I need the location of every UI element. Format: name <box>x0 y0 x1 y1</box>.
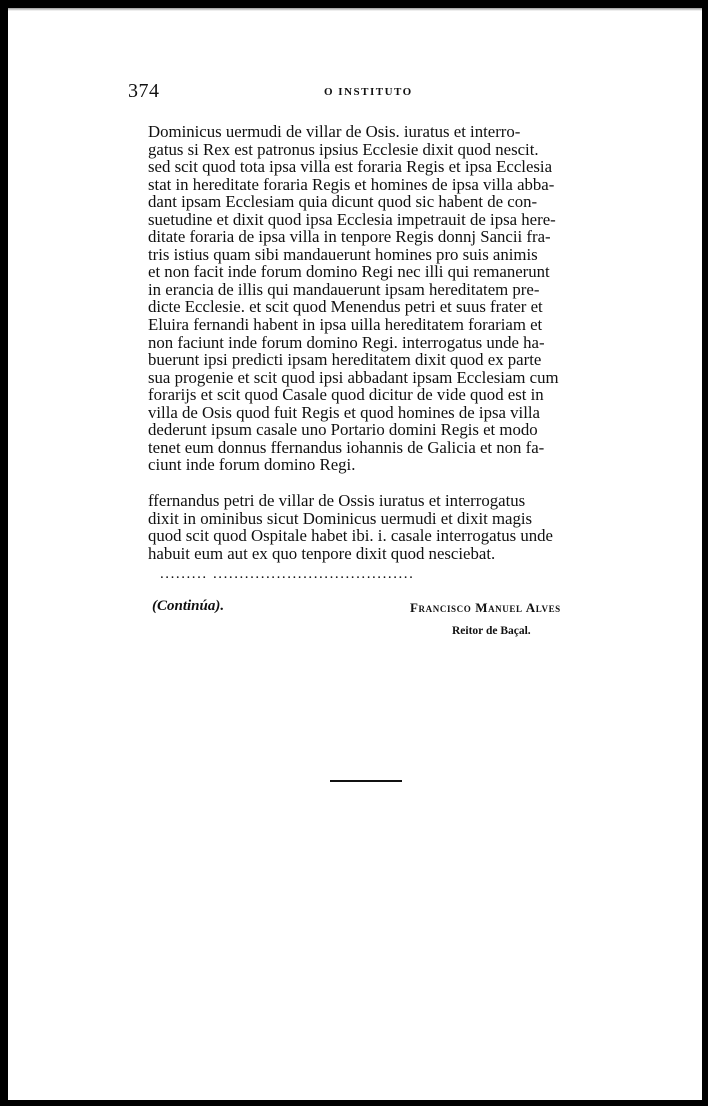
end-rule-divider <box>330 780 402 782</box>
paragraph-ffernandus <box>131 492 600 562</box>
text-line: ciunt inde forum domino Regi. <box>148 455 356 475</box>
text-line: ditate foraria de ipsa villa in tenpore Regis donnj Sancii fra- <box>148 227 551 247</box>
scan-edge-shadow <box>8 8 702 11</box>
text-line: tris istius quam sibi mandauerunt homines pro suis animis <box>148 244 538 264</box>
running-head: O INSTITUTO <box>324 86 413 98</box>
text-line: habuit eum aut ex quo tenpore dixit quod nesciebat. <box>148 543 496 563</box>
author-name: Francisco Manuel Alves <box>410 600 561 615</box>
text-line: Dominicus uermudi de villar de Osis. iuratus et interro- <box>148 122 521 141</box>
text-line: dixit in ominibus sicut Dominicus uermudi et dixit magis <box>148 508 533 528</box>
text-line: et non facit inde forum domino Regi nec illi qui remanerunt <box>148 262 550 282</box>
text-line: dant ipsam Ecclesiam quia dicunt quod sic habent de con- <box>148 192 538 212</box>
ellipsis-dot-leader: ......... ...................................... <box>160 566 415 582</box>
text-line: Eluira fernandi habent in ipsa uilla hereditatem forariam et <box>148 315 543 335</box>
text-line: sua progenie et scit quod ipsi abbadant ipsam Ecclesiam cum <box>148 367 559 387</box>
text-line: dicte Ecclesie. et scit quod Menendus petri et suus frater et <box>148 297 543 317</box>
text-line: gatus si Rex est patronus ipsius Ecclesie dixit quod nescit. <box>148 139 539 159</box>
text-line: forarijs et scit quod Casale quod dicitur de vide quod est in <box>148 385 544 405</box>
page-number: 374 <box>128 80 160 102</box>
text-line: non faciunt inde forum domino Regi. interrogatus unde ha- <box>148 332 545 352</box>
text-line: villa de Osis quod fuit Regis et quod homines de ipsa villa <box>148 402 540 422</box>
text-line: suetudine et dixit quod ipsa Ecclesia impetrauit de ipsa here- <box>148 209 556 229</box>
text-line: buerunt ipsi predicti ipsam hereditatem dixit quod ex parte <box>148 350 542 370</box>
text-line: ffernandus petri de villar de Ossis iuratus et interrogatus <box>148 491 526 510</box>
text-line: in erancia de illis qui mandauerunt ipsam hereditatem pre- <box>148 279 540 299</box>
text-line: dederunt ipsum casale uno Portario domini Regis et modo <box>148 420 538 440</box>
text-line: stat in hereditate foraria Regis et homines de ipsa villa abba- <box>148 174 555 194</box>
author-role: Reitor de Baçal. <box>452 625 531 637</box>
text-line: quod scit quod Ospitale habet ibi. i. casale interrogatus unde <box>148 526 553 546</box>
text-line: sed scit quod tota ipsa villa est foraria Regis et ipsa Ecclesia <box>148 157 553 177</box>
text-line: tenet eum donnus ffernandus iohannis de Galicia et non fa- <box>148 437 545 457</box>
paragraph-dominicus <box>131 123 600 474</box>
continued-note: (Continúa). <box>152 598 225 614</box>
